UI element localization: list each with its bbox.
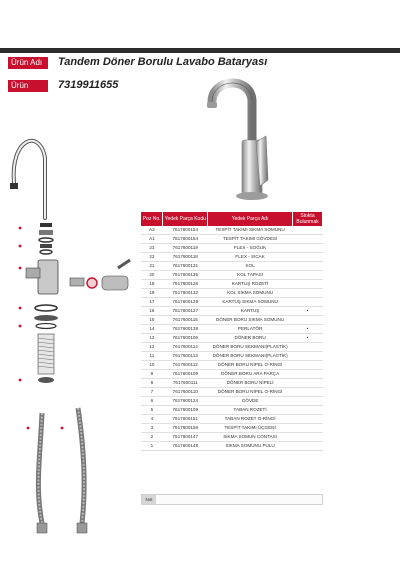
cell-stock xyxy=(293,289,323,298)
cell-code: 7617600154 xyxy=(163,235,208,244)
cell-name: KARTUŞ xyxy=(208,307,293,316)
cell-name: KOL TAPASI xyxy=(208,271,293,280)
cell-code: 7617600128 xyxy=(163,280,208,289)
cell-code: 7617600151 xyxy=(163,415,208,424)
cell-code: 7617600135 xyxy=(163,271,208,280)
product-code: 7319911655 xyxy=(58,79,119,91)
cell-pos: 21 xyxy=(141,262,163,271)
table-row xyxy=(141,244,323,253)
cell-pos: 14 xyxy=(141,325,163,334)
table-row xyxy=(141,280,323,289)
cell-name: KOL xyxy=(208,262,293,271)
cell-stock: • xyxy=(293,334,323,343)
cell-pos: 5 xyxy=(141,406,163,415)
cell-stock xyxy=(293,271,323,280)
cell-pos: A1 xyxy=(141,235,163,244)
cell-name: GÖVDE xyxy=(208,397,293,406)
note-label: Not xyxy=(142,495,156,504)
cell-code: 7617600110 xyxy=(163,388,208,397)
cell-stock: • xyxy=(293,307,323,316)
cell-pos: 22 xyxy=(141,253,163,262)
cell-name: SIKMA SOMUNU PULU xyxy=(208,442,293,451)
top-band xyxy=(0,0,400,48)
cell-pos: 7 xyxy=(141,388,163,397)
cell-stock xyxy=(293,379,323,388)
cell-name: DÖNER BORU NİPELİ xyxy=(208,379,293,388)
cell-name: DÖNER BORU NİPEL O-RİNGİ xyxy=(208,388,293,397)
cell-name: DÖNER BORU SEKMANI(PLASTİK) xyxy=(208,343,293,352)
cell-code: 7617600109 xyxy=(163,406,208,415)
table-row xyxy=(141,424,323,433)
col-header-code: Yedek Parça Kodu xyxy=(163,212,208,226)
cell-pos: 4 xyxy=(141,415,163,424)
table-row xyxy=(141,334,323,343)
cell-stock xyxy=(293,316,323,325)
table-row xyxy=(141,415,323,424)
cell-code: 7617600131 xyxy=(163,262,208,271)
cell-stock xyxy=(293,397,323,406)
cell-name: KARTUŞ SIKMA SOMUNU xyxy=(208,298,293,307)
table-row xyxy=(141,307,323,316)
col-header-pos: Poz No. xyxy=(141,212,163,226)
col-header-stock: Stokta Bulunmak xyxy=(293,212,323,226)
cell-code: 7617600127 xyxy=(163,307,208,316)
cell-name: TESPİT TAKIMI GÖVDESİ xyxy=(208,235,293,244)
cell-code: 7617600129 xyxy=(163,298,208,307)
cell-name: FLEX - SOĞUK xyxy=(208,244,293,253)
cell-name: FLEX - SICAK xyxy=(208,253,293,262)
table-row xyxy=(141,235,323,244)
cell-stock xyxy=(293,253,323,262)
col-header-name: Yedek Parça Adı xyxy=(208,212,293,226)
table-row xyxy=(141,253,323,262)
cell-stock xyxy=(293,235,323,244)
cell-code: 7617600154 xyxy=(163,226,208,235)
cell-code: 7617600119 xyxy=(163,244,208,253)
cell-stock xyxy=(293,442,323,451)
note-row xyxy=(141,494,323,505)
cell-pos: 10 xyxy=(141,361,163,370)
table-row xyxy=(141,352,323,361)
cell-pos: 19 xyxy=(141,289,163,298)
cell-pos: 18 xyxy=(141,280,163,289)
cell-pos: 8 xyxy=(141,379,163,388)
cell-pos: 6 xyxy=(141,397,163,406)
cell-code: 7617600111 xyxy=(163,379,208,388)
cell-code: 7617600114 xyxy=(163,343,208,352)
cell-code: 7617600118 xyxy=(163,253,208,262)
cell-code: 7617600109 xyxy=(163,370,208,379)
cell-pos: 17 xyxy=(141,298,163,307)
header-bar xyxy=(0,48,400,53)
cell-name: KARTUŞ ROZETİ xyxy=(208,280,293,289)
cell-stock xyxy=(293,262,323,271)
product-name-tag: Ürün Adı xyxy=(8,57,48,69)
cell-stock xyxy=(293,361,323,370)
parts-table xyxy=(141,212,323,451)
exploded-diagram xyxy=(0,128,140,548)
cell-name: TABAN ROZETİ xyxy=(208,406,293,415)
table-header-row xyxy=(141,212,323,226)
cell-stock xyxy=(293,226,323,235)
cell-pos: 23 xyxy=(141,244,163,253)
cell-code: 7617600156 xyxy=(163,424,208,433)
product-name: Tandem Döner Borulu Lavabo Bataryası xyxy=(58,56,268,68)
cell-name: TESPİT TAKIMI ÜÇGENİ xyxy=(208,424,293,433)
cell-stock xyxy=(293,298,323,307)
table-row xyxy=(141,361,323,370)
cell-name: DÖNER BORU ARA PARÇA xyxy=(208,370,293,379)
table-row xyxy=(141,289,323,298)
table-row xyxy=(141,370,323,379)
cell-name: KOL SIKMA SOMUNU xyxy=(208,289,293,298)
cell-pos: 3 xyxy=(141,424,163,433)
table-row xyxy=(141,397,323,406)
cell-code: 7617600132 xyxy=(163,289,208,298)
cell-code: 7617600112 xyxy=(163,361,208,370)
cell-code: 7617600138 xyxy=(163,325,208,334)
cell-name: PERLATÖR xyxy=(208,325,293,334)
cell-code: 7617600115 xyxy=(163,316,208,325)
cell-stock: • xyxy=(293,325,323,334)
cell-pos: 20 xyxy=(141,271,163,280)
cell-stock xyxy=(293,280,323,289)
cell-name: TESPİT TAKIMI SIKMA SOMUNU xyxy=(208,226,293,235)
table-row xyxy=(141,298,323,307)
table-row xyxy=(141,433,323,442)
product-code-tag: Ürün Kodu xyxy=(8,80,48,92)
cell-pos: 15 xyxy=(141,316,163,325)
cell-name: DÖNER BORU SIKMA SOMUNU xyxy=(208,316,293,325)
cell-code: 7617600113 xyxy=(163,352,208,361)
cell-pos: A2 xyxy=(141,226,163,235)
table-row xyxy=(141,406,323,415)
cell-code: 7617600124 xyxy=(163,397,208,406)
cell-pos: 1 xyxy=(141,442,163,451)
cell-stock xyxy=(293,343,323,352)
faucet-photo xyxy=(190,70,300,205)
cell-name: DÖNER BORU SEKMANI(PLASTİK) xyxy=(208,352,293,361)
cell-pos: 9 xyxy=(141,370,163,379)
cell-pos: 16 xyxy=(141,307,163,316)
cell-stock xyxy=(293,415,323,424)
table-row xyxy=(141,343,323,352)
table-row xyxy=(141,226,323,235)
cell-code: 7617600147 xyxy=(163,433,208,442)
table-row xyxy=(141,442,323,451)
cell-pos: 11 xyxy=(141,352,163,361)
cell-name: DÖNER BORU xyxy=(208,334,293,343)
table-row xyxy=(141,388,323,397)
cell-code: 7617600148 xyxy=(163,442,208,451)
cell-stock xyxy=(293,424,323,433)
cell-pos: 13 xyxy=(141,334,163,343)
cell-stock xyxy=(293,406,323,415)
table-row xyxy=(141,325,323,334)
cell-stock xyxy=(293,352,323,361)
cell-stock xyxy=(293,433,323,442)
cell-code: 7617600106 xyxy=(163,334,208,343)
table-row xyxy=(141,379,323,388)
table-row xyxy=(141,316,323,325)
cell-stock xyxy=(293,244,323,253)
cell-stock xyxy=(293,388,323,397)
cell-pos: 12 xyxy=(141,343,163,352)
cell-name: SIKMA SOMUN CONTASI xyxy=(208,433,293,442)
cell-pos: 2 xyxy=(141,433,163,442)
table-row xyxy=(141,271,323,280)
cell-stock xyxy=(293,370,323,379)
cell-name: DÖNER BORU NİPEL O-RİNGİ xyxy=(208,361,293,370)
table-row xyxy=(141,262,323,271)
cell-name: TABAN ROZET O-RİNGİ xyxy=(208,415,293,424)
